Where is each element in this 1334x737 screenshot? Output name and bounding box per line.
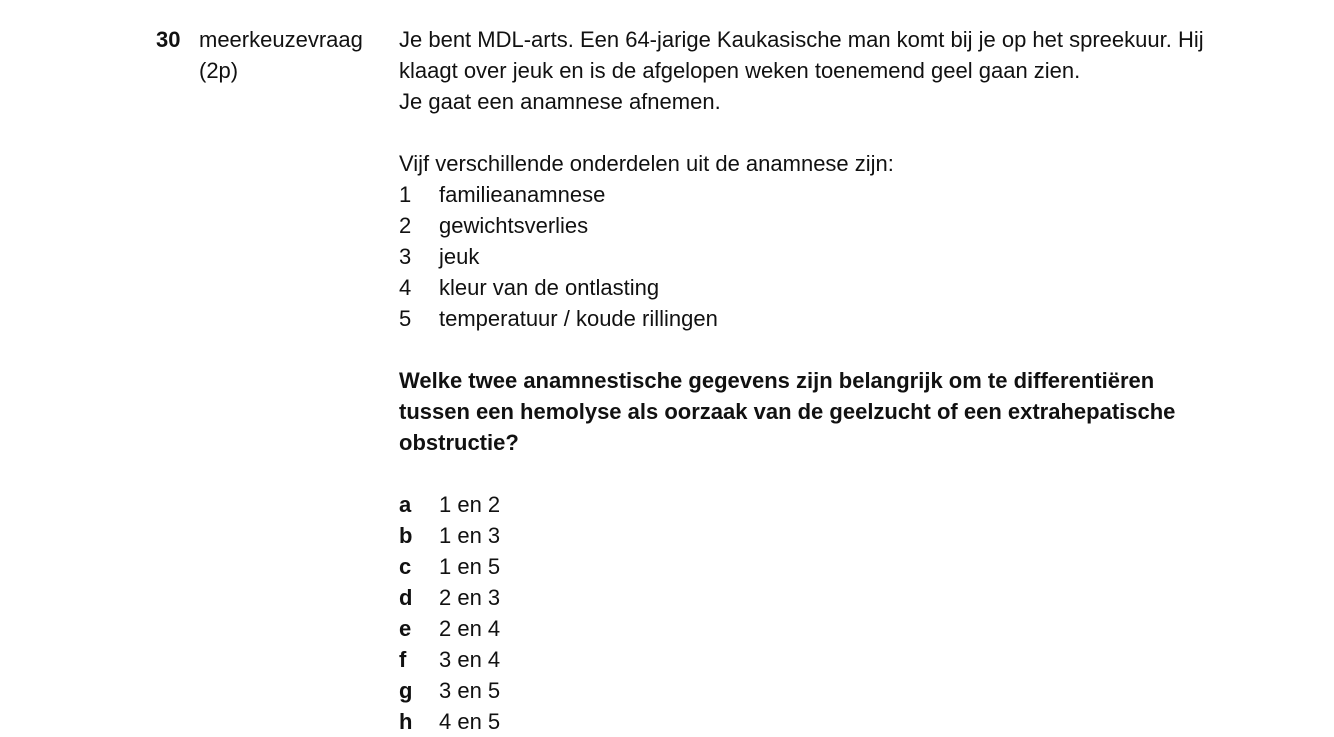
list-item xyxy=(399,241,1239,272)
list-item xyxy=(399,303,1239,334)
list-item xyxy=(399,179,1239,210)
option-letter: a xyxy=(399,492,412,517)
question-line: tussen een hemolyse als oorzaak van de geelzucht of een extrahepatische xyxy=(399,399,1176,424)
list-item-text: familieanamnese xyxy=(439,182,606,207)
list-item-text: gewichtsverlies xyxy=(439,213,589,238)
list-item-number: 2 xyxy=(399,213,412,238)
option-text: 1 en 3 xyxy=(439,523,501,548)
option-letter: g xyxy=(399,678,413,703)
list-item-number: 5 xyxy=(399,306,412,331)
answer-option-c[interactable] xyxy=(399,551,1239,582)
question-line: obstructie? xyxy=(399,430,519,455)
spacer xyxy=(399,334,1239,365)
option-letter: d xyxy=(399,585,413,610)
question-content xyxy=(399,24,1239,737)
answer-option-h[interactable] xyxy=(399,706,1239,737)
option-letter: f xyxy=(399,647,407,672)
option-text: 4 en 5 xyxy=(439,709,501,734)
question-number: 30 xyxy=(156,27,181,52)
list-item xyxy=(399,272,1239,303)
spacer xyxy=(399,117,1239,148)
answer-option-b[interactable] xyxy=(399,520,1239,551)
question-type-block xyxy=(199,24,363,86)
list-item-text: kleur van de ontlasting xyxy=(439,275,660,300)
answer-option-e[interactable] xyxy=(399,613,1239,644)
answer-option-f[interactable] xyxy=(399,644,1239,675)
option-text: 2 en 3 xyxy=(439,585,501,610)
spacer xyxy=(399,458,1239,489)
intro-line: Je gaat een anamnese afnemen. xyxy=(399,89,721,114)
intro-line: klaagt over jeuk en is de afgelopen weken toenemend geel gaan zien. xyxy=(399,58,1081,83)
option-text: 2 en 4 xyxy=(439,616,501,641)
option-letter: b xyxy=(399,523,413,548)
option-text: 3 en 4 xyxy=(439,647,501,672)
option-text: 1 en 5 xyxy=(439,554,501,579)
option-letter: e xyxy=(399,616,412,641)
option-text: 3 en 5 xyxy=(439,678,501,703)
answer-option-a[interactable] xyxy=(399,489,1239,520)
list-item-text: jeuk xyxy=(439,244,480,269)
option-text: 1 en 2 xyxy=(439,492,501,517)
intro-line: Je bent MDL-arts. Een 64-jarige Kaukasische man komt bij je op het spreekuur. Hij xyxy=(399,27,1204,52)
list-item-number: 4 xyxy=(399,275,412,300)
option-letter: c xyxy=(399,554,412,579)
list-item xyxy=(399,210,1239,241)
question-type: meerkeuzevraag xyxy=(199,27,363,52)
answer-option-d[interactable] xyxy=(399,582,1239,613)
question-points: (2p) xyxy=(199,58,239,83)
answer-option-g[interactable] xyxy=(399,675,1239,706)
list-item-number: 3 xyxy=(399,244,412,269)
question-line: Welke twee anamnestische gegevens zijn belangrijk om te differentiëren xyxy=(399,368,1155,393)
option-letter: h xyxy=(399,709,413,734)
list-item-number: 1 xyxy=(399,182,412,207)
list-intro: Vijf verschillende onderdelen uit de anamnese zijn: xyxy=(399,151,894,176)
list-item-text: temperatuur / koude rillingen xyxy=(439,306,718,331)
